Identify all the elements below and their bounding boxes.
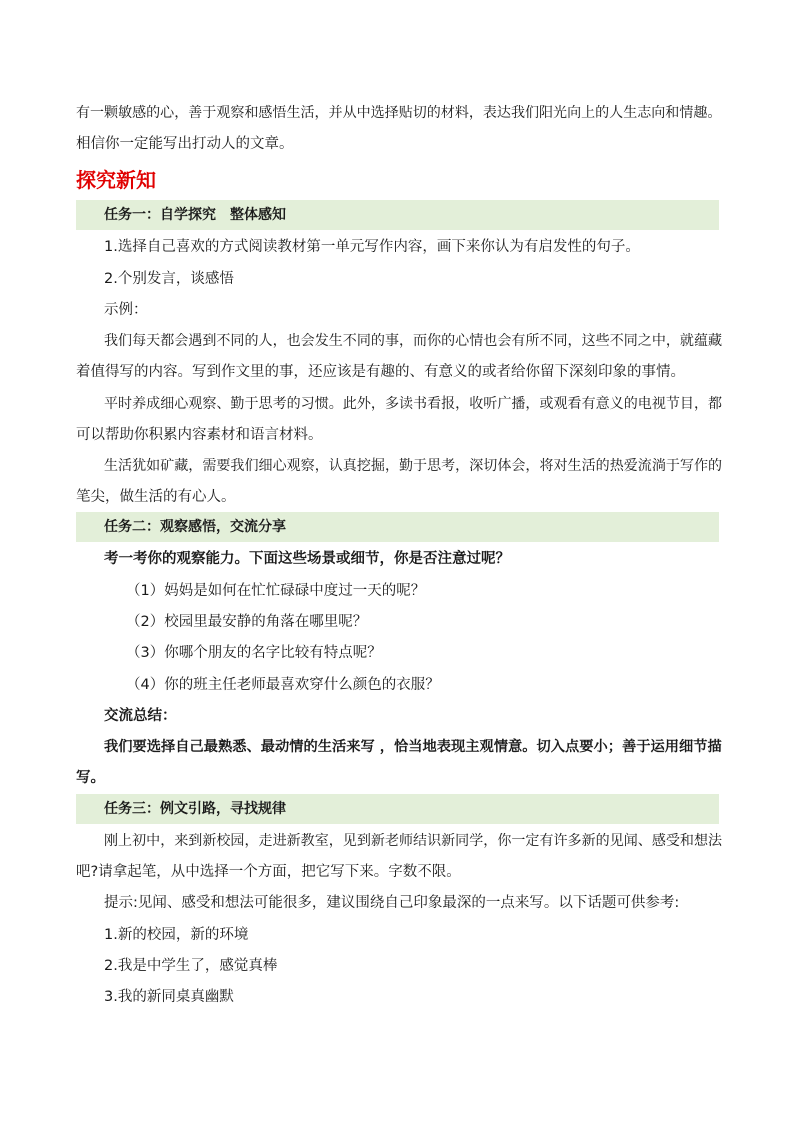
question-3: （3）你哪个朋友的名字比较有特点呢？ [126, 645, 382, 661]
intro-line-1: 有一颗敏感的心，善于观察和感悟生活，并从中选择贴切的材料，表达我们阳光向上的人生志向和情趣。 [76, 105, 722, 121]
question-4: （4）你的班主任老师最喜欢穿什么颜色的衣服？ [126, 677, 440, 693]
task2-heading: 任务二：观察感悟，交流分享 [104, 519, 286, 535]
example-label: 示例： [104, 302, 148, 318]
task1-item-2: 2.个别发言，谈感悟 [104, 271, 234, 287]
task3-paragraph-line-1: 刚上初中，来到新校园，走进新教室，见到新老师结识新同学，你一定有许多新的见闻、感受和想法 [104, 833, 723, 849]
task1-item-1: 1.选择自己喜欢的方式阅读教材第一单元写作内容，画下来你认为有启发性的句子。 [104, 239, 640, 255]
question-1: （1）妈妈是如何在忙忙碌碌中度过一天的呢？ [126, 583, 426, 599]
task3-paragraph-line-2: 吧?请拿起笔，从中选择一个方面，把它写下来。字数不限。 [76, 864, 461, 880]
topic-1: 1.新的校园，新的环境 [104, 927, 249, 943]
task1-heading: 任务一：自学探究 整体感知 [104, 207, 286, 223]
task2-heading-band [76, 512, 719, 542]
task1-heading-band [76, 200, 719, 230]
section-title: 探究新知 [76, 168, 156, 192]
observation-question: 考一考你的观察能力。下面这些场景或细节，你是否注意过呢？ [104, 551, 510, 567]
intro-line-2: 相信你一定能写出打动人的文章。 [76, 136, 294, 152]
hint-text: 提示:见闻、感受和想法可能很多，建议围绕自己印象最深的一点来写。以下话题可供参考: [104, 895, 680, 911]
task3-heading: 任务三：例文引路，寻找规律 [104, 801, 286, 817]
topic-2: 2.我是中学生了，感觉真棒 [104, 958, 278, 974]
task1-paragraph-1-line-2: 着值得写的内容。写到作文里的事，还应该是有趣的、有意义的或者给你留下深刻印象的事情。 [76, 364, 685, 380]
task1-paragraph-2-line-2: 可以帮助你积累内容素材和语言材料。 [76, 427, 323, 443]
topic-3: 3.我的新同桌真幽默 [104, 989, 234, 1005]
summary-line-2: 写。 [76, 770, 105, 786]
summary-label: 交流总结： [104, 708, 177, 724]
summary-line-1: 我们要选择自己最熟悉、最动情的生活来写 ，恰当地表现主观情意。切入点要小；善于运用细节描 [104, 739, 722, 755]
task1-paragraph-3-line-1: 生活犹如矿藏，需要我们细心观察，认真挖掘，勤于思考，深切体会，将对生活的热爱流淌于写作的 [104, 458, 723, 474]
task1-paragraph-2-line-1: 平时养成细心观察、勤于思考的习惯。此外，多读书看报，收听广播，或观看有意义的电视节目，都 [104, 396, 723, 412]
task1-paragraph-3-line-2: 笔尖，做生活的有心人。 [76, 489, 236, 505]
task3-heading-band [76, 794, 719, 824]
question-2: （2）校园里最安静的角落在哪里呢？ [126, 614, 368, 630]
task1-paragraph-1-line-1: 我们每天都会遇到不同的人，也会发生不同的事，而你的心情也会有所不同，这些不同之中，就蕴藏 [104, 333, 723, 349]
